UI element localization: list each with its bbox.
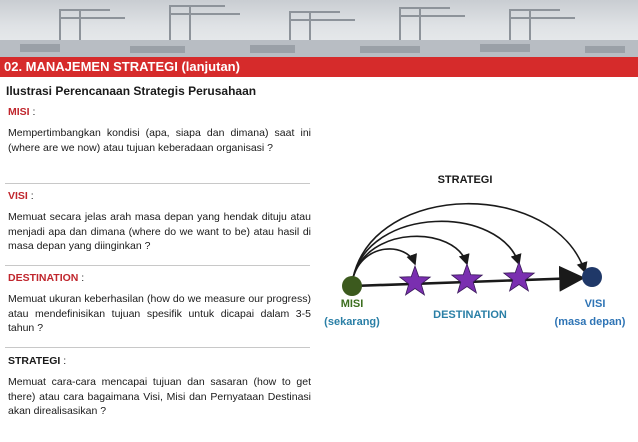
section-text: Mempertimbangkan kondisi (apa, siapa dan dimana) saat ini (where are we now) atau tujuan keberadaan organisasi ? [8, 127, 311, 154]
strategi-label: STRATEGI [437, 174, 493, 186]
destination-star-2 [452, 264, 482, 293]
visi-sub-label: (masa depan) [554, 316, 626, 328]
section-label [8, 190, 311, 202]
port-cranes-illustration [0, 0, 638, 57]
section-misi [8, 106, 311, 155]
page-subtitle: Ilustrasi Perencanaan Strategis Perusahaan [6, 84, 257, 98]
header-banner-image [0, 0, 638, 57]
divider [5, 347, 310, 348]
visi-label: VISI [584, 298, 606, 310]
section-label-colon: : [78, 272, 85, 284]
section-destination [8, 272, 311, 336]
destination-label: DESTINATION [433, 309, 507, 321]
misi-sub-label: (sekarang) [324, 316, 380, 328]
arc-to-star-3 [353, 221, 519, 278]
strategy-diagram [315, 160, 638, 340]
section-label-text: VISI [8, 190, 28, 202]
misi-dot [342, 276, 362, 296]
section-label-colon: : [60, 355, 67, 367]
divider [5, 183, 310, 184]
strategy-arcs [353, 204, 585, 278]
misi-label: MISI [340, 298, 364, 310]
destination-star-3 [504, 262, 534, 291]
destination-star-1 [400, 266, 430, 295]
destination-stars [400, 262, 534, 295]
section-label [8, 272, 311, 284]
section-label [8, 106, 311, 118]
section-text: Memuat ukuran keberhasilan (how do we measure our progress) atau mendefinisikan tujuan spesifik untuk dicapai dalam 3-5 tahun ? [8, 293, 311, 334]
section-text: Memuat secara jelas arah masa depan yang hendak dituju atau menjadi apa dan dimana (where do we want to be) atau hasil di masa depan yang diinginkan ? [8, 211, 311, 252]
divider [5, 265, 310, 266]
section-strategi [8, 355, 311, 419]
section-visi [8, 190, 311, 254]
section-label-text: MISI [8, 106, 30, 118]
section-label [8, 355, 311, 367]
section-label-text: DESTINATION [8, 272, 79, 284]
section-label-colon: : [29, 106, 36, 118]
section-label-colon: : [27, 190, 34, 202]
section-label-text: STRATEGI [8, 355, 61, 367]
visi-dot [582, 267, 602, 287]
section-text: Memuat cara-cara mencapai tujuan dan sasaran (how to get there) atau cara bagaimana Visi, Misi dan Pernyataan Destinasi akan direalisasikan ? [8, 376, 311, 417]
page-title: 02. MANAJEMEN STRATEGI (lanjutan) [0, 57, 638, 77]
